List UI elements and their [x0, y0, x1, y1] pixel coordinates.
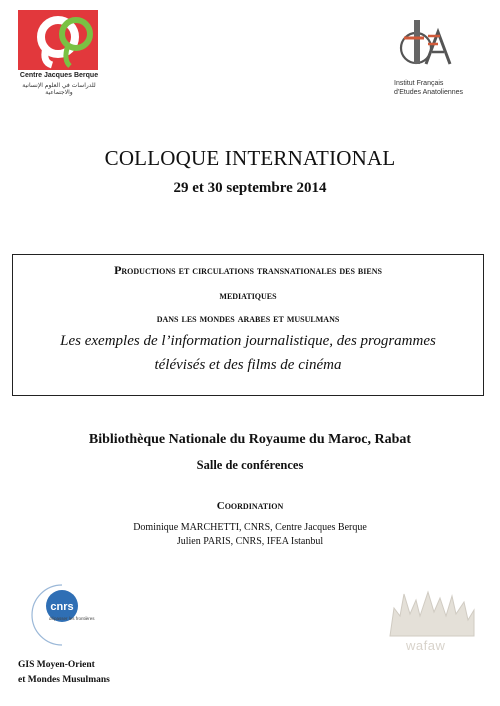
ifea-emblem-icon — [394, 18, 464, 70]
coordination-heading: Coordination — [216, 500, 284, 512]
theme-box — [12, 254, 484, 396]
wafaw-crowd-icon — [384, 586, 480, 640]
cnrs-logo — [22, 580, 112, 650]
theme-subtitle-1: Les exemples de l’information journalistique, des programmes — [60, 333, 436, 349]
ifea-logo-line1: Institut Français — [394, 80, 444, 87]
gis-line-2: et Mondes Musulmans — [18, 675, 110, 685]
cjb-logo-arabic: للدراسات في العلوم الإنسانية والاجتماعية — [22, 82, 96, 96]
cnrs-emblem-icon — [22, 580, 112, 650]
ifea-logo — [388, 18, 478, 102]
coordinator-2: Julien PARIS, CNRS, IFEA Istanbul — [176, 536, 324, 547]
theme-line-2: mediatiques — [219, 288, 277, 302]
cnrs-tagline: dépasser les frontières — [49, 616, 95, 621]
venue-place: Bibliothèque Nationale du Royaume du Maroc, Rabat — [88, 432, 412, 447]
theme-line-3: dans les mondes arabes et musulmans — [156, 311, 340, 325]
coordinator-1: Dominique MARCHETTI, CNRS, Centre Jacques Berque — [133, 522, 367, 533]
event-dates: 29 et 30 septembre 2014 — [173, 180, 327, 196]
theme-subtitle-2: télévisés et des films de cinéma — [154, 357, 342, 373]
event-title: COLLOQUE INTERNATIONAL — [104, 146, 396, 170]
wafaw-logo — [384, 586, 480, 664]
venue-room: Salle de conférences — [196, 458, 304, 472]
cjb-logo-name: Centre Jacques Berque — [19, 72, 99, 79]
wafaw-word: wafaw — [406, 638, 446, 653]
svg-text:cnrs: cnrs — [50, 601, 74, 613]
theme-line-1: Productions et circulations transnationales des biens — [114, 263, 382, 277]
cjb-emblem-icon — [18, 10, 98, 70]
centre-jacques-berque-logo — [14, 10, 104, 96]
ifea-logo-line2: d'Etudes Anatoliennes — [394, 89, 464, 96]
gis-line-1: GIS Moyen-Orient — [18, 660, 95, 670]
